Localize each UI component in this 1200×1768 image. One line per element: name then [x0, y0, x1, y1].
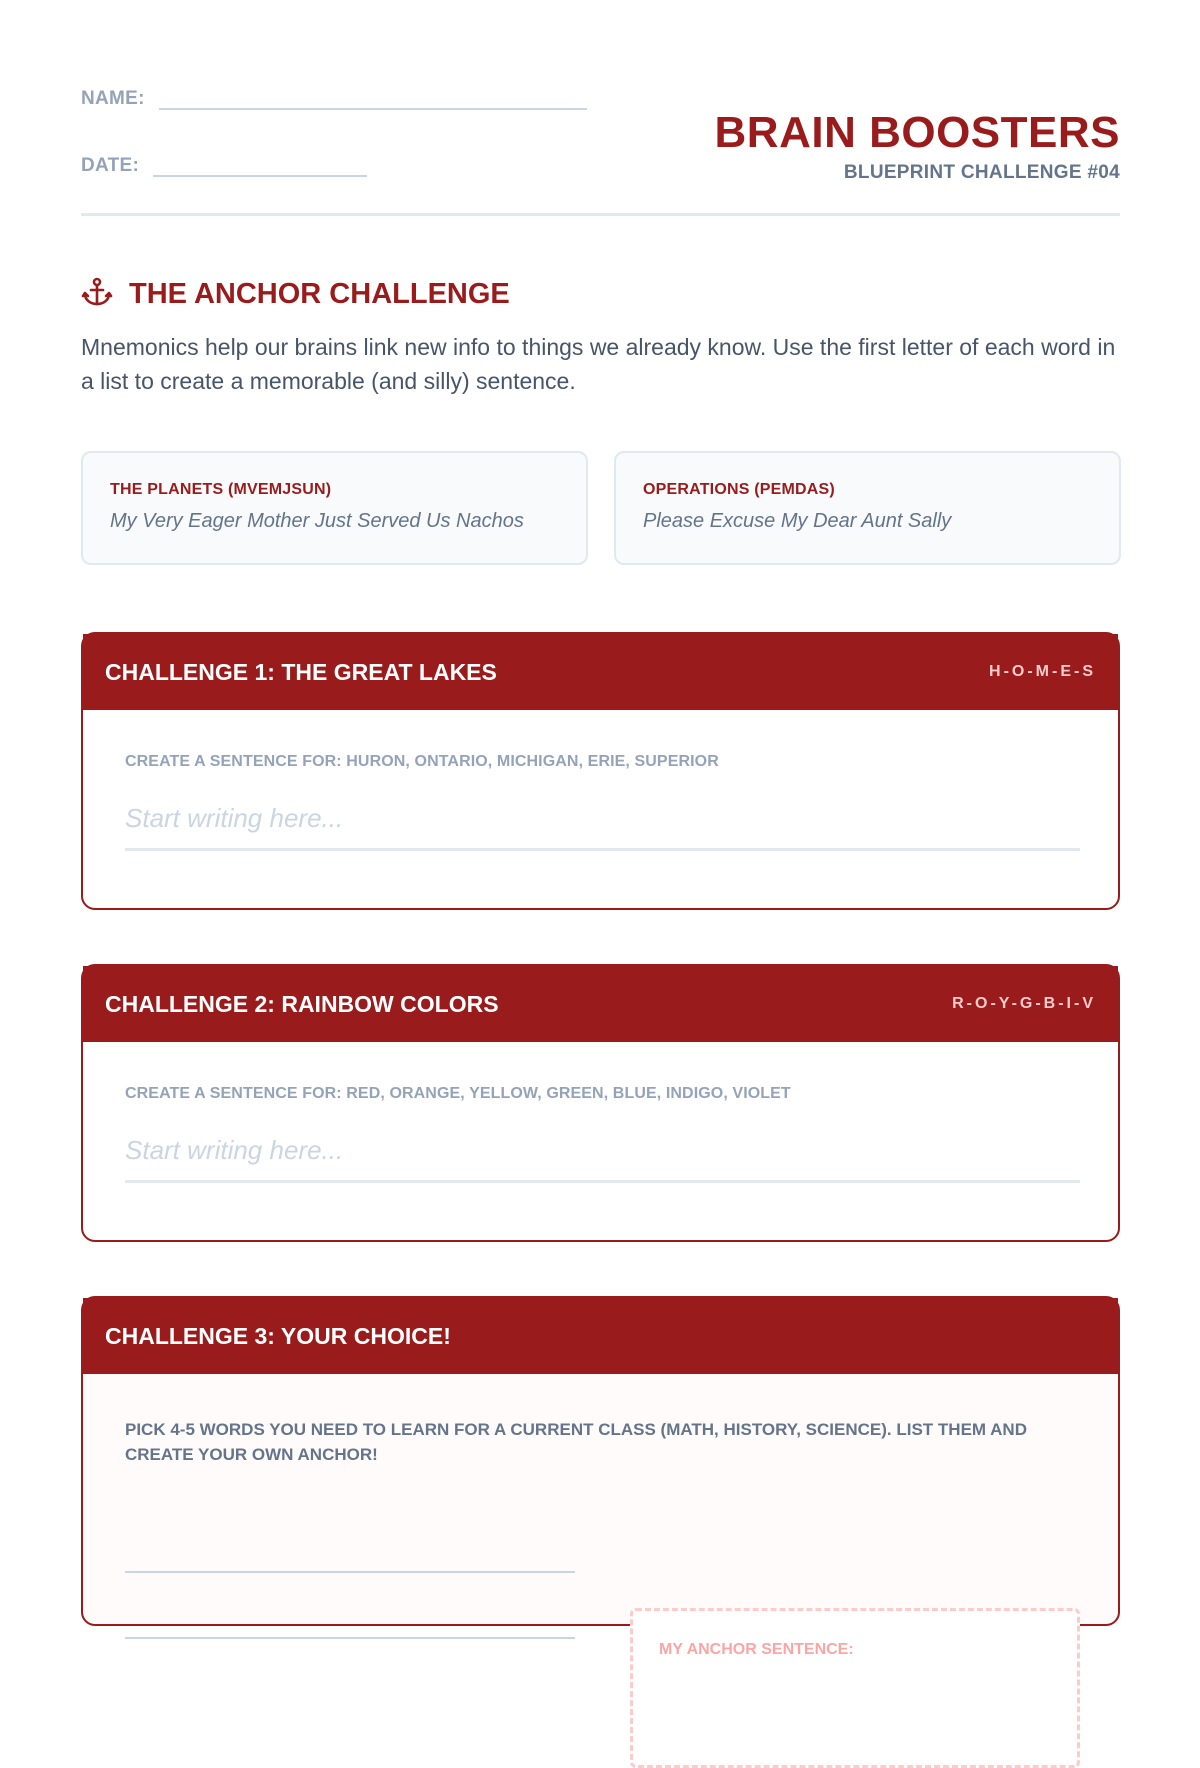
section-heading	[81, 276, 510, 313]
challenge-subtitle: BLUEPRINT CHALLENGE #04	[843, 162, 1120, 183]
challenge-letter-code: H-O-M-E-S	[989, 663, 1096, 680]
example-card-operations	[614, 451, 1121, 565]
worksheet-page	[81, 0, 1120, 1658]
example-sentence: Please Excuse My Dear Aunt Sally	[643, 510, 952, 532]
challenge-body	[83, 1417, 1118, 1677]
challenge-card-2	[81, 964, 1120, 1242]
example-heading: OPERATIONS (PEMDAS)	[643, 481, 835, 498]
challenge-header	[83, 634, 1118, 710]
challenge-prompt: CREATE A SENTENCE FOR: HURON, ONTARIO, MICHIGAN, ERIE, SUPERIOR	[125, 753, 719, 770]
example-card-planets	[81, 451, 588, 565]
worksheet-header	[81, 0, 1120, 216]
name-label: NAME:	[81, 88, 145, 109]
word-blank-line[interactable]	[125, 1571, 575, 1573]
challenge-letter-code: R-O-Y-G-B-I-V	[952, 995, 1096, 1012]
anchor-icon	[81, 276, 113, 313]
section-title: THE ANCHOR CHALLENGE	[129, 278, 510, 310]
challenge-card-1	[81, 632, 1120, 910]
brand-title: BRAIN BOOSTERS	[714, 108, 1120, 157]
anchor-sentence-label: MY ANCHOR SENTENCE:	[659, 1641, 854, 1658]
sentence-input[interactable]	[125, 1133, 1080, 1183]
example-heading: THE PLANETS (MVEMJSUN)	[110, 481, 332, 498]
challenge-title: CHALLENGE 3: YOUR CHOICE!	[105, 1322, 451, 1349]
date-blank-line[interactable]	[153, 155, 367, 177]
challenge-title: CHALLENGE 1: THE GREAT LAKES	[105, 658, 497, 685]
section-intro: Mnemonics help our brains link new info to things we already know. Use the first letter of each word in a list to create a memorable (and silly) sentence.	[81, 334, 1116, 394]
anchor-sentence-box[interactable]	[630, 1608, 1080, 1768]
challenge-card-3	[81, 1296, 1120, 1658]
date-field	[81, 155, 367, 177]
word-blank-line[interactable]	[125, 1637, 575, 1639]
challenge-header	[83, 1298, 1118, 1374]
date-label: DATE:	[81, 155, 140, 176]
challenge-prompt: PICK 4-5 WORDS YOU NEED TO LEARN FOR A CURRENT CLASS (MATH, HISTORY, SCIENCE). LIST THEM AND CREATE YOUR OWN ANCHOR!	[125, 1420, 1027, 1464]
challenge-title: CHALLENGE 2: RAINBOW COLORS	[105, 990, 499, 1017]
challenge-body	[83, 753, 1118, 851]
example-sentence: My Very Eager Mother Just Served Us Nachos	[110, 510, 524, 532]
name-blank-line[interactable]	[159, 88, 587, 110]
name-field	[81, 88, 587, 110]
sentence-input[interactable]	[125, 801, 1080, 851]
challenge-prompt: CREATE A SENTENCE FOR: RED, ORANGE, YELLOW, GREEN, BLUE, INDIGO, VIOLET	[125, 1085, 791, 1102]
challenge-body	[83, 1085, 1118, 1183]
challenge-header	[83, 966, 1118, 1042]
